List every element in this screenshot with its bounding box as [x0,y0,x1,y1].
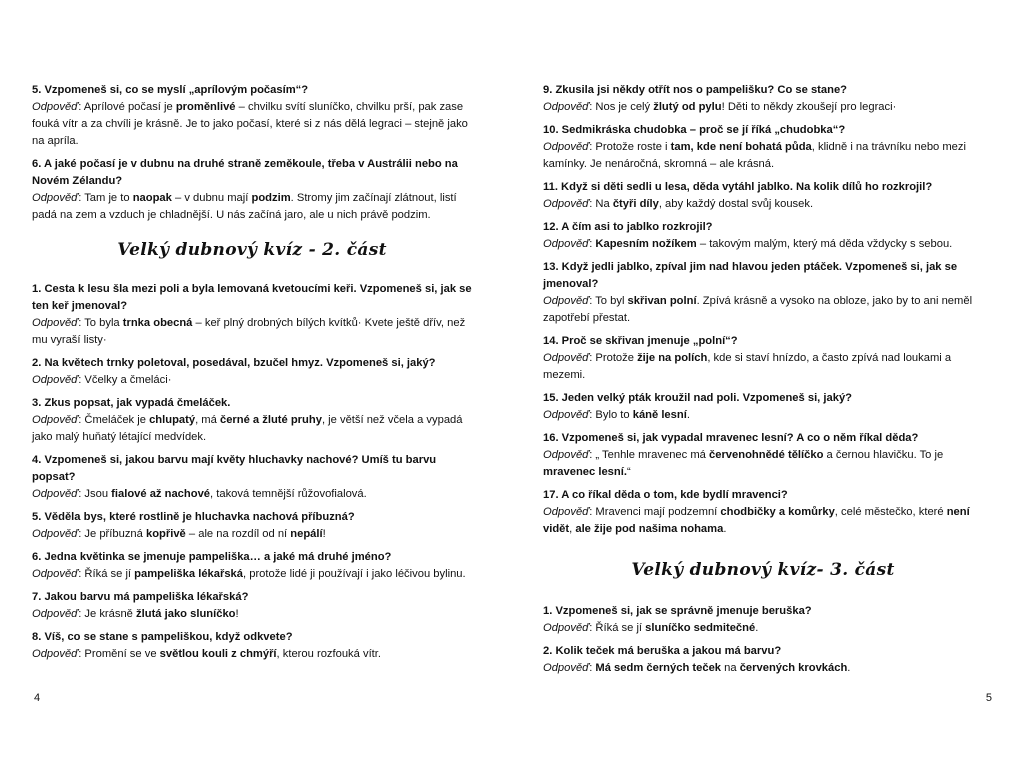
answer-separator: : [78,568,85,580]
answer-highlight: trnka obecná [122,317,193,329]
answer-separator: : [78,374,85,386]
quiz-question: 6. Jedna květinka se jmenuje pampeliška… a jaké má druhé jméno? [32,551,392,563]
answer-text: , kterou rozfouká vítr. [276,648,382,660]
answer-label: Odpověď [543,622,590,634]
answer-label: Odpověď [32,608,79,620]
page-left-content [32,82,472,669]
answer-text: Bylo to [595,409,633,421]
quiz-question: 2. Kolik teček má beruška a jakou má barvu? [543,645,782,657]
answer-separator: : [78,648,85,660]
answer-text: na [721,662,740,674]
answer-text: . [723,523,727,535]
answer-separator: : [589,101,596,113]
answer-label: Odpověď [543,238,590,250]
answer-text: Je krásně [84,608,137,620]
answer-highlight: černé a žluté pruhy [219,414,322,426]
answer-highlight: pampeliška lékařská [134,568,243,580]
quiz-answer [543,99,983,116]
answer-text: Je příbuzná [84,528,146,540]
quiz-item [543,487,983,538]
quiz-answer [32,566,472,583]
answer-text: Na [595,198,613,210]
answer-text: , aby každý dostal svůj kousek. [658,198,814,210]
answer-text: “ [626,466,631,478]
answer-separator: : [589,238,596,250]
answer-highlight: ale žije pod našima nohama [575,523,724,535]
answer-text: , protože lidé ji používají i jako léčivou bylinu. [243,568,466,580]
quiz-answer [32,315,472,349]
quiz-item [543,122,983,173]
quiz-question: 1. Vzpomeneš si, jak se správně jmenuje beruška? [543,605,812,617]
answer-text: Promění se ve [84,648,160,660]
quiz-question: 17. A co říkal děda o tom, kde bydlí mravenci? [543,489,788,501]
quiz-item [32,629,472,663]
quiz-question: 5. Vzpomeneš si, co se myslí „aprílovým počasím“? [32,84,309,96]
quiz-item [543,603,983,637]
quiz-answer [32,412,472,446]
quiz-item [543,219,983,253]
quiz-question: 2. Na květech trnky poletoval, posedával, bzučel hmyz. Vzpomeneš si, jaký? [32,357,436,369]
quiz-item [32,452,472,503]
answer-separator: : [589,409,596,421]
answer-text: Říká se jí [84,568,135,580]
quiz-item [543,179,983,213]
quiz-answer [32,646,472,663]
answer-separator: : [589,449,596,461]
answer-text: . Zpívá krásně a vysoko na obloze, jako by to ani neměl zapotřebí přestat. [543,295,973,324]
answer-separator: : [78,317,85,329]
quiz-answer [543,139,983,173]
answer-text: , celé městečko, které [834,506,947,518]
answer-separator: : [78,414,85,426]
answer-text: ! [235,608,239,620]
answer-highlight: skřivan polní [627,295,697,307]
quiz-question: 13. Když jedli jablko, zpíval jim nad hlavou jeden ptáček. Vzpomeneš si, jak se jmenoval? [543,261,958,290]
section-heading: Velký dubnový kvíz- 3. část [631,560,895,580]
quiz-item [543,643,983,677]
answer-text: – takovým malým, který má děda vždycky s sebou. [696,238,953,250]
page-number: 4 [34,692,41,704]
answer-highlight: červenohnědé tělíčko [709,449,824,461]
answer-label: Odpověď [32,414,79,426]
quiz-item [32,281,472,349]
quiz-answer [32,99,472,150]
answer-text: Jsou [84,488,112,500]
quiz-item [32,355,472,389]
answer-text: – keř plný drobných bílých kvítků· Kvete ještě dřív, než mu vyraší listy· [32,317,466,346]
quiz-item [32,549,472,583]
answer-label: Odpověď [32,488,79,500]
quiz-answer [32,190,472,224]
section-heading: Velký dubnový kvíz - 2. část [117,240,387,260]
answer-label: Odpověď [543,295,590,307]
answer-text: , je větší než včela a vypadá jako malý huňatý létající medvídek. [32,414,463,443]
answer-separator: : [589,295,596,307]
answer-separator: : [589,198,596,210]
answer-separator: : [589,622,596,634]
answer-text: . [847,662,851,674]
answer-label: Odpověď [32,528,79,540]
answer-text: „ Tenhle mravenec má [595,449,709,461]
answer-separator: : [78,101,84,113]
quiz-answer [32,606,472,623]
answer-text: , má [195,414,220,426]
quiz-item [543,430,983,481]
quiz-question: 9. Zkusila jsi někdy otřít nos o pampelišku? Co se stane? [543,84,848,96]
quiz-answer [543,236,983,253]
quiz-question: 12. A čím asi to jablko rozkrojil? [543,221,713,233]
answer-label: Odpověď [32,192,79,204]
quiz-question: 5. Věděla bys, které rostlině je hluchavka nachová příbuzná? [32,511,355,523]
quiz-answer [32,486,472,503]
answer-label: Odpověď [543,141,590,153]
answer-text: ! Děti to někdy zkoušejí pro legraci· [721,101,897,113]
answer-label: Odpověď [543,101,590,113]
answer-text: Aprílové počasí je [83,101,176,113]
answer-text: – v dubnu mají [171,192,252,204]
answer-label: Odpověď [32,101,79,113]
quiz-question: 14. Proč se skřivan jmenuje „polní“? [543,335,738,347]
answer-text: a černou hlavičku. To je [823,449,944,461]
answer-highlight: žlutý od pylu [653,101,722,113]
quiz-item [32,509,472,543]
answer-separator: : [589,141,596,153]
answer-highlight: sluníčko sedmitečné [645,622,756,634]
answer-text: . [755,622,759,634]
quiz-question: 6. A jaké počasí je v dubnu na druhé straně zeměkoule, třeba v Austrálii nebo na Novém Zélandu? [32,158,458,187]
answer-text: To byl [595,295,628,307]
quiz-question: 1. Cesta k lesu šla mezi poli a byla lemovaná kvetoucími keři. Vzpomeneš si, jak se ten keř jmenoval? [32,283,472,312]
answer-separator: : [589,506,596,518]
page-right-content [543,82,983,683]
answer-separator: : [78,192,85,204]
quiz-item [32,395,472,446]
answer-label: Odpověď [543,506,590,518]
quiz-question: 4. Vzpomeneš si, jakou barvu mají květy hluchavky nachové? Umíš tu barvu popsat? [32,454,437,483]
answer-label: Odpověď [543,198,590,210]
page-right [512,0,1024,768]
answer-label: Odpověď [32,648,79,660]
answer-separator: : [589,352,596,364]
answer-label: Odpověď [32,317,79,329]
answer-separator: : [78,528,85,540]
answer-label: Odpověď [32,568,79,580]
answer-highlight: chodbičky a komůrky [720,506,835,518]
answer-text: Mravenci mají podzemní [595,506,721,518]
answer-highlight: tam, kde není bohatá půda [670,141,812,153]
answer-text: . Stromy jim začínají zlátnout, listí padá na zem a vzduch je chladnější. U nás začíná jaro, ale u nich právě podzim. [32,192,457,221]
answer-text: To byla [84,317,123,329]
answer-highlight: mravenec lesní. [543,466,627,478]
quiz-answer [32,372,472,389]
answer-text: Protože [595,352,638,364]
quiz-answer [543,196,983,213]
answer-separator: : [78,488,85,500]
answer-text: Včelky a čmeláci· [84,374,172,386]
answer-highlight: káně lesní [632,409,687,421]
quiz-item [543,259,983,327]
answer-text: Tam je to [84,192,133,204]
answer-text: . [686,409,690,421]
quiz-answer [543,504,983,538]
answer-text: – ale na rozdíl od ní [185,528,291,540]
quiz-item [543,333,983,384]
answer-separator: : [78,608,85,620]
answer-separator: : [589,662,596,674]
quiz-question: 8. Víš, co se stane s pampeliškou, když odkvete? [32,631,293,643]
answer-text: , [569,523,576,535]
quiz-answer [543,447,983,481]
answer-highlight: fialové až nachové [111,488,211,500]
quiz-answer [543,620,983,637]
answer-text: , kde si staví hnízdo, a často zpívá nad loukami a mezemi. [543,352,952,381]
answer-label: Odpověď [543,409,590,421]
quiz-question: 7. Jakou barvu má pampeliška lékařská? [32,591,249,603]
quiz-item [543,390,983,424]
quiz-question: 3. Zkus popsat, jak vypadá čmeláček. [32,397,231,409]
quiz-answer [543,407,983,424]
answer-text: Čmeláček je [84,414,150,426]
answer-highlight: není vidět [543,506,970,535]
answer-text: – chvilku svítí sluníčko, chvilku prší, pak zase fouká vítr a za chvíli je krásně. Je to jako počasí, které si z nás dělá legraci – stejně jako na apríla. [32,101,468,147]
quiz-item [32,589,472,623]
quiz-answer [543,293,983,327]
answer-highlight: nepálí [290,528,323,540]
answer-highlight: čtyři díly [612,198,659,210]
quiz-question: 15. Jeden velký pták kroužil nad poli. Vzpomeneš si, jaký? [543,392,853,404]
answer-text: ! [322,528,326,540]
answer-highlight: Má sedm černých teček [595,662,722,674]
answer-highlight: světlou kouli z chmýří [159,648,277,660]
quiz-answer [543,350,983,384]
answer-highlight: naopak [132,192,172,204]
quiz-question: 16. Vzpomeneš si, jak vypadal mravenec lesní? A co o něm říkal děda? [543,432,919,444]
answer-text: Protože roste i [595,141,671,153]
answer-highlight: chlupatý [149,414,196,426]
quiz-item [32,156,472,224]
answer-label: Odpověď [543,449,590,461]
answer-label: Odpověď [543,352,590,364]
quiz-question: 10. Sedmikráska chudobka – proč se jí říká „chudobka“? [543,124,846,136]
quiz-answer [543,660,983,677]
answer-highlight: žije na polích [637,352,708,364]
answer-text: , klidně i na trávníku nebo mezi kamínky. Je nenáročná, skromná – ale krásná. [543,141,966,170]
quiz-item [32,82,472,150]
answer-label: Odpověď [543,662,590,674]
quiz-item [543,82,983,116]
answer-highlight: proměnlivé [175,101,236,113]
answer-highlight: žlutá jako sluníčko [136,608,236,620]
quiz-answer [32,526,472,543]
page-number: 5 [985,692,992,704]
answer-text: Nos je celý [595,101,654,113]
answer-highlight: kopřivě [145,528,186,540]
answer-highlight: červených krovkách [739,662,848,674]
answer-highlight: Kapesním nožíkem [595,238,697,250]
answer-label: Odpověď [32,374,79,386]
answer-text: Říká se jí [595,622,646,634]
quiz-question: 11. Když si děti sedli u lesa, děda vytáhl jablko. Na kolik dílů ho rozkrojil? [543,181,933,193]
answer-highlight: podzim [251,192,291,204]
answer-text: , taková temnější růžovofialová. [210,488,367,500]
